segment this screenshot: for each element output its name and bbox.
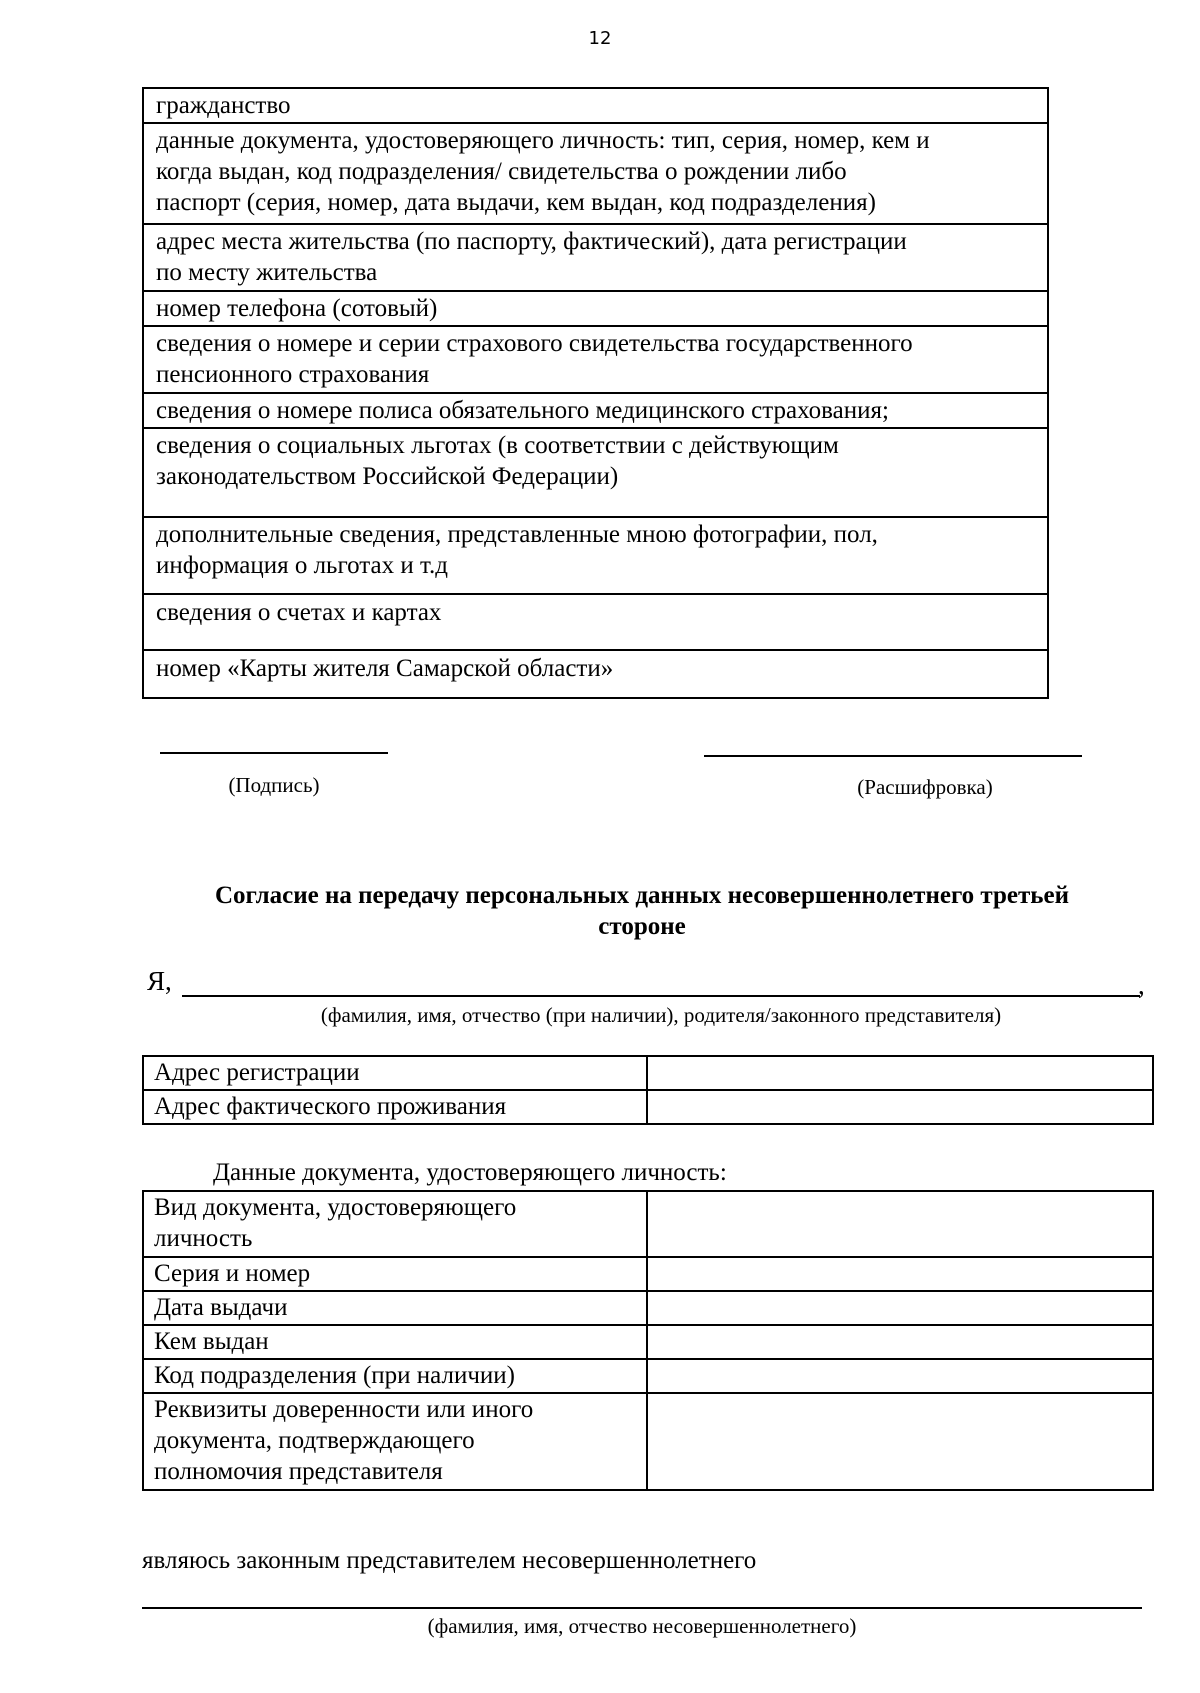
- table-row: [143, 291, 1048, 326]
- table-cell: [143, 291, 1048, 326]
- signature-line: [160, 752, 388, 754]
- cell-line: сведения о номере полиса обязательного медицинского страхования;: [156, 397, 889, 424]
- cell-line: законодательством Российской Федерации): [156, 463, 619, 490]
- table-row: [143, 88, 1048, 123]
- document-field-label: [143, 1191, 647, 1257]
- page-number: 12: [588, 28, 612, 49]
- minor-name-caption: (фамилия, имя, отчество несовершеннолетнего): [427, 1614, 857, 1638]
- consent-title-line: Согласие на передачу персональных данных несовершеннолетнего третьей: [214, 882, 1070, 909]
- cell-line: адрес места жительства (по паспорту, фактический), дата регистрации: [156, 228, 907, 255]
- label-line: Дата выдачи: [154, 1294, 288, 1321]
- document-field-label: [143, 1291, 647, 1325]
- signature-decryption-line: [704, 755, 1082, 757]
- table-row: [143, 517, 1048, 594]
- table-row: [143, 1393, 1153, 1490]
- table-cell: [143, 123, 1048, 224]
- cell-line: когда выдан, код подразделения/ свидетельства о рождении либо: [156, 158, 847, 185]
- label-line: Серия и номер: [154, 1260, 311, 1287]
- document-field-label: [143, 1393, 647, 1490]
- table-row: [143, 393, 1048, 428]
- cell-line: по месту жительства: [156, 259, 378, 286]
- parent-name-caption: (фамилия, имя, отчество (при наличии), родителя/законного представителя): [320, 1003, 1002, 1027]
- cell-line: паспорт (серия, номер, дата выдачи, кем выдан, код подразделения): [156, 189, 876, 216]
- consent-title-line: стороне: [598, 913, 686, 940]
- table-cell: [143, 428, 1048, 517]
- table-row: [143, 1056, 1153, 1090]
- table-row: [143, 594, 1048, 650]
- address-value-field[interactable]: [647, 1056, 1153, 1090]
- table-cell: [143, 650, 1048, 698]
- address-table: [142, 1055, 1154, 1125]
- table-cell: [143, 224, 1048, 291]
- address-value-field[interactable]: [647, 1090, 1153, 1124]
- label-line: полномочия представителя: [154, 1458, 443, 1485]
- minor-name-line: [142, 1607, 1142, 1609]
- label-line: Реквизиты доверенности или иного: [154, 1396, 534, 1423]
- cell-line: сведения о номере и серии страхового свидетельства государственного: [156, 330, 913, 357]
- signature-caption: (Подпись): [228, 773, 320, 797]
- cell-line: дополнительные сведения, представленные мною фотографии, пол,: [156, 521, 878, 548]
- ya-comma: ,: [1138, 970, 1145, 1000]
- cell-line: сведения о социальных льготах (в соответствии с действующим: [156, 432, 839, 459]
- document-field-label: [143, 1325, 647, 1359]
- table-cell: [143, 88, 1048, 123]
- document-value-field[interactable]: [647, 1291, 1153, 1325]
- label-line: личность: [154, 1225, 253, 1252]
- table-row: [143, 1359, 1153, 1393]
- parent-name-line: [182, 995, 1140, 997]
- label-line: Код подразделения (при наличии): [154, 1362, 516, 1389]
- ya-label: Я,: [147, 966, 172, 996]
- table-row: [143, 326, 1048, 393]
- table-row: [143, 123, 1048, 224]
- representative-statement: являюсь законным представителем несовершеннолетнего: [142, 1547, 757, 1574]
- document-value-field[interactable]: [647, 1359, 1153, 1393]
- table-row: [143, 1191, 1153, 1257]
- personal-data-categories-table: [142, 87, 1049, 699]
- document-field-label: [143, 1257, 647, 1291]
- table-row: [143, 650, 1048, 698]
- table-cell: [143, 326, 1048, 393]
- document-section-heading: Данные документа, удостоверяющего личность:: [213, 1159, 727, 1186]
- table-row: [143, 224, 1048, 291]
- table-cell: [143, 393, 1048, 428]
- document-value-field[interactable]: [647, 1191, 1153, 1257]
- cell-line: гражданство: [156, 92, 291, 119]
- table-row: [143, 428, 1048, 517]
- signature-decryption-caption: (Расшифровка): [857, 775, 993, 799]
- document-value-field[interactable]: [647, 1257, 1153, 1291]
- table-cell: [143, 594, 1048, 650]
- document-value-field[interactable]: [647, 1325, 1153, 1359]
- label-line: Вид документа, удостоверяющего: [154, 1194, 517, 1221]
- address-label: Адрес регистрации: [143, 1056, 647, 1090]
- identity-document-table: [142, 1190, 1154, 1491]
- cell-line: номер телефона (сотовый): [156, 295, 438, 322]
- label-line: Кем выдан: [154, 1328, 269, 1355]
- table-row: [143, 1090, 1153, 1124]
- label-line: документа, подтверждающего: [154, 1427, 475, 1454]
- cell-line: номер «Карты жителя Самарской области»: [156, 655, 614, 682]
- cell-line: информация о льготах и т.д: [156, 552, 448, 579]
- cell-line: данные документа, удостоверяющего личность: тип, серия, номер, кем и: [156, 127, 930, 154]
- address-label: Адрес фактического проживания: [143, 1090, 647, 1124]
- cell-line: сведения о счетах и картах: [156, 599, 442, 626]
- document-field-label: [143, 1359, 647, 1393]
- document-value-field[interactable]: [647, 1393, 1153, 1490]
- table-row: [143, 1325, 1153, 1359]
- table-cell: [143, 517, 1048, 594]
- consent-title: [142, 880, 1142, 942]
- table-row: [143, 1257, 1153, 1291]
- cell-line: пенсионного страхования: [156, 361, 430, 388]
- table-row: [143, 1291, 1153, 1325]
